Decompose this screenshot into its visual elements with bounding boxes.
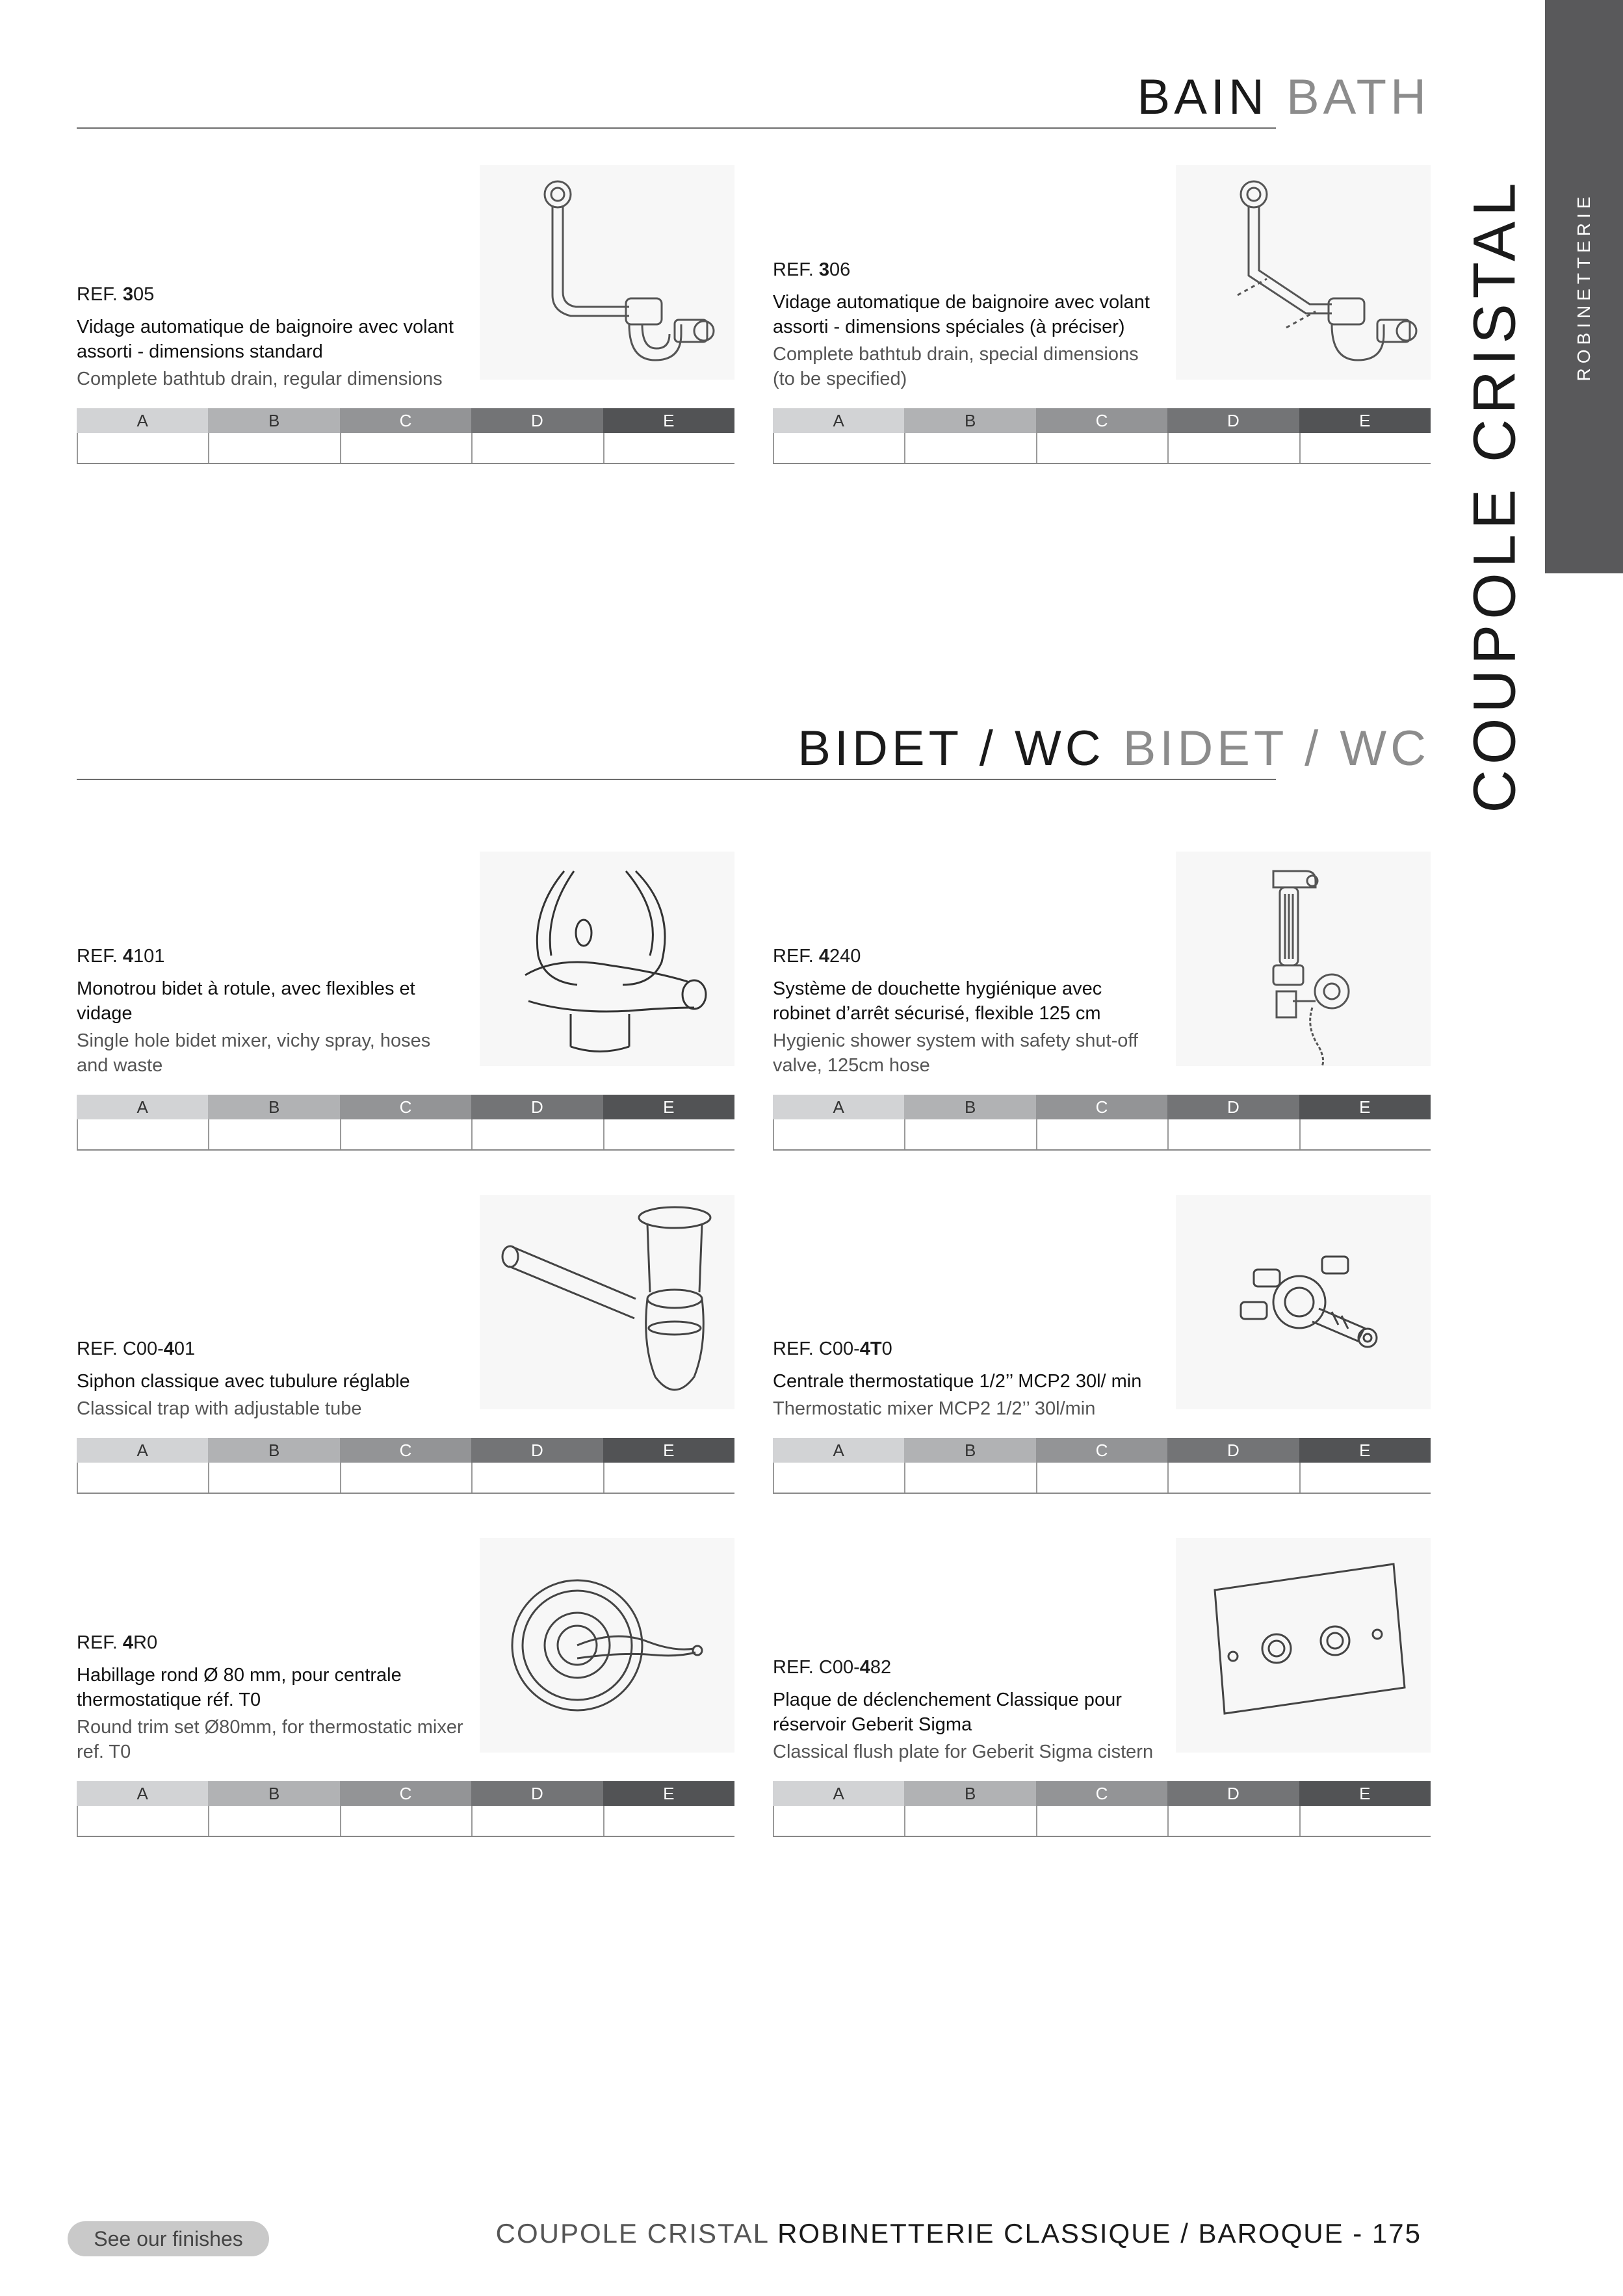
finish-column-a: A [773, 1781, 904, 1806]
product-description-fr: Habillage rond Ø 80 mm, pour centrale thermostatique réf. T0 [77, 1665, 402, 1710]
finish-column-c: C [1036, 1095, 1167, 1119]
finish-column-a: A [773, 408, 904, 433]
product-image [480, 165, 734, 380]
finish-column-b: B [208, 1095, 339, 1119]
finish-column-a: A [77, 1781, 208, 1806]
finish-table [773, 1781, 1431, 1837]
product-image [480, 1538, 734, 1753]
product-description-fr: Système de douchette hygiénique avec robinet d’arrêt sécurisé, flexible 125 cm [773, 978, 1102, 1024]
product-card-305 [77, 165, 734, 464]
product-card-4r0 [77, 1538, 734, 1837]
product-card-c00-482 [773, 1538, 1431, 1837]
product-card-c00-401 [77, 1195, 734, 1494]
finish-column-d: D [1167, 408, 1299, 433]
finish-column-c: C [1036, 408, 1167, 433]
product-description-en: Round trim set Ø80mm, for thermostatic mixer ref. T0 [77, 1717, 463, 1762]
finish-column-d: D [1167, 1781, 1299, 1806]
product-image [1176, 165, 1431, 380]
product-text [77, 1338, 467, 1421]
hygienic-shower-icon [1176, 852, 1431, 1066]
finish-column-b: B [904, 1438, 1035, 1463]
bathtub-drain-icon [480, 165, 734, 380]
finish-column-a: A [77, 1438, 208, 1463]
finish-column-c: C [340, 1781, 471, 1806]
product-description-fr: Monotrou bidet à rotule, avec flexibles et vidage [77, 978, 415, 1024]
product-card-4101 [77, 852, 734, 1151]
product-text [773, 946, 1163, 1078]
round-trim-icon [480, 1538, 734, 1753]
product-card-4240 [773, 852, 1431, 1151]
finish-column-a: A [77, 1095, 208, 1119]
finish-column-c: C [340, 408, 471, 433]
bathtub-drain-special-icon [1176, 165, 1431, 380]
product-text [77, 1632, 467, 1764]
finish-column-d: D [471, 1438, 603, 1463]
bidet-mixer-icon [480, 852, 734, 1066]
product-image [1176, 1195, 1431, 1409]
finish-column-e: E [1299, 1781, 1431, 1806]
product-ref: REF. C00-401 [77, 1338, 196, 1359]
finish-table [77, 1781, 734, 1837]
finish-column-b: B [208, 408, 339, 433]
product-description-fr: Vidage automatique de baignoire avec volant assorti - dimensions standard [77, 317, 454, 362]
product-description-en: Complete bathtub drain, special dimensions (to be specified) [773, 344, 1139, 389]
finish-column-a: A [773, 1438, 904, 1463]
product-ref: REF. 4R0 [77, 1632, 158, 1653]
product-description-en: Hygienic shower system with safety shut-off valve, 125cm hose [773, 1030, 1138, 1076]
product-text [77, 946, 467, 1078]
product-description-fr: Plaque de déclenchement Classique pour réservoir Geberit Sigma [773, 1689, 1122, 1735]
product-text [773, 1338, 1163, 1421]
finish-column-d: D [471, 1095, 603, 1119]
product-ref: REF. 306 [773, 259, 851, 280]
product-ref: REF. C00-482 [773, 1657, 892, 1678]
finish-column-a: A [77, 408, 208, 433]
side-tab-label: ROBINETTERIE [1574, 192, 1594, 382]
product-description-fr: Siphon classique avec tubulure réglable [77, 1371, 410, 1392]
finish-row [77, 1806, 734, 1837]
footer-collection: ROBINETTERIE CLASSIQUE / BAROQUE [777, 2218, 1344, 2249]
product-text [773, 1657, 1163, 1764]
section-heading-bath [1137, 69, 1430, 125]
finish-column-e: E [603, 408, 734, 433]
section-divider [77, 779, 1276, 780]
finish-row [773, 1806, 1431, 1837]
finish-column-b: B [904, 408, 1035, 433]
series-title: COUPOLE CRISTAL [1461, 177, 1528, 813]
product-description-fr: Vidage automatique de baignoire avec volant assorti - dimensions spéciales (à préciser) [773, 292, 1150, 337]
product-text [773, 259, 1163, 391]
finish-column-d: D [471, 408, 603, 433]
finish-column-e: E [1299, 408, 1431, 433]
section-heading-fr: BAIN [1137, 70, 1268, 125]
finish-column-b: B [904, 1095, 1035, 1119]
finish-column-e: E [603, 1095, 734, 1119]
finish-table [773, 1095, 1431, 1151]
finish-column-b: B [208, 1781, 339, 1806]
finish-row [77, 1463, 734, 1494]
product-image [480, 1195, 734, 1409]
product-description-en: Complete bathtub drain, regular dimensions [77, 369, 443, 389]
finish-column-d: D [1167, 1438, 1299, 1463]
finish-table [773, 1438, 1431, 1494]
product-image [480, 852, 734, 1066]
product-image [1176, 1538, 1431, 1753]
page-footer [496, 2218, 1422, 2249]
product-description-fr: Centrale thermostatique 1/2’’ MCP2 30l/ min [773, 1371, 1142, 1392]
finish-row [77, 1119, 734, 1151]
finish-row [77, 433, 734, 464]
page-number: - 175 [1353, 2218, 1422, 2249]
see-finishes-button[interactable]: See our finishes [68, 2221, 269, 2256]
product-ref: REF. C00-4T0 [773, 1338, 892, 1359]
finish-column-b: B [904, 1781, 1035, 1806]
thermostatic-mixer-icon [1176, 1195, 1431, 1409]
finish-column-c: C [340, 1438, 471, 1463]
finish-column-d: D [1167, 1095, 1299, 1119]
product-ref: REF. 4101 [77, 946, 165, 967]
finish-row [773, 433, 1431, 464]
finish-row [773, 1463, 1431, 1494]
product-card-306 [773, 165, 1431, 464]
finish-column-e: E [1299, 1438, 1431, 1463]
product-ref: REF. 305 [77, 284, 155, 305]
finish-table [77, 408, 734, 464]
finish-column-e: E [603, 1438, 734, 1463]
product-ref: REF. 4240 [773, 946, 861, 967]
finish-column-c: C [340, 1095, 471, 1119]
finish-column-b: B [208, 1438, 339, 1463]
finish-column-d: D [471, 1781, 603, 1806]
product-text [77, 284, 467, 391]
finish-column-e: E [603, 1781, 734, 1806]
finish-column-a: A [773, 1095, 904, 1119]
product-card-c00-4t0 [773, 1195, 1431, 1494]
finish-column-e: E [1299, 1095, 1431, 1119]
section-heading-fr: BIDET / WC [798, 721, 1105, 776]
bottle-trap-icon [480, 1195, 734, 1409]
finish-row [773, 1119, 1431, 1151]
footer-series: COUPOLE CRISTAL [495, 2218, 769, 2249]
section-heading-en: BIDET / WC [1123, 721, 1430, 776]
section-heading-bidet [798, 720, 1430, 777]
finish-column-c: C [1036, 1438, 1167, 1463]
product-image [1176, 852, 1431, 1066]
section-heading-en: BATH [1286, 70, 1430, 125]
product-description-en: Classical trap with adjustable tube [77, 1398, 362, 1419]
finish-table [773, 408, 1431, 464]
finish-table [77, 1095, 734, 1151]
product-description-en: Thermostatic mixer MCP2 1/2’’ 30l/min [773, 1398, 1096, 1419]
finish-table [77, 1438, 734, 1494]
flush-plate-icon [1176, 1538, 1431, 1753]
section-divider [77, 127, 1276, 129]
product-description-en: Classical flush plate for Geberit Sigma cistern [773, 1742, 1154, 1762]
finish-column-c: C [1036, 1781, 1167, 1806]
product-description-en: Single hole bidet mixer, vichy spray, hoses and waste [77, 1030, 431, 1076]
